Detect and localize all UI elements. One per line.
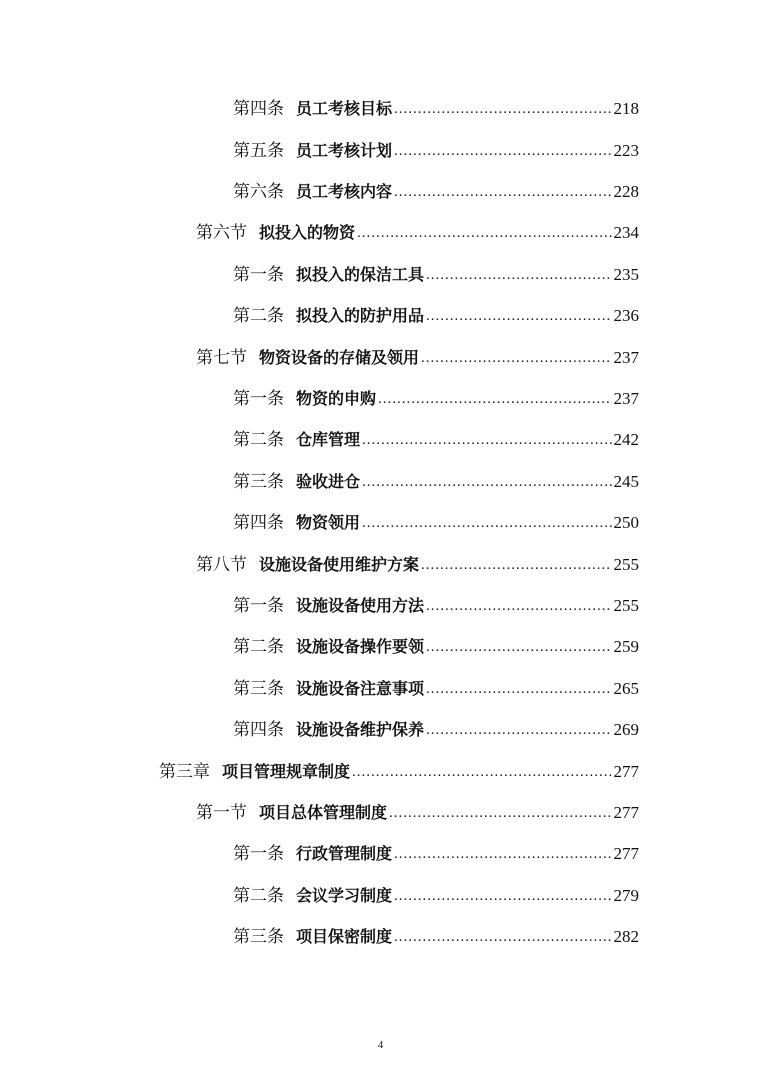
toc-entry-title: 设施设备维护保养 (296, 720, 425, 739)
dot-leader (394, 139, 611, 163)
toc-entry-title: 拟投入的保洁工具 (296, 265, 425, 284)
toc-entry-page: 237 (613, 348, 639, 367)
toc-entry-number: 第四条 (233, 99, 284, 118)
dot-leader (394, 842, 611, 866)
toc-entry-page: 242 (613, 430, 639, 449)
toc-entry-title: 员工考核目标 (296, 99, 393, 118)
dot-leader (357, 221, 611, 245)
toc-entry[interactable] (233, 180, 639, 204)
toc-entry-number: 第六节 (196, 223, 247, 242)
toc-entry-number: 第七节 (196, 348, 247, 367)
toc-entry[interactable] (233, 925, 639, 949)
toc-entry[interactable] (233, 263, 639, 287)
toc-entry-number: 第二条 (233, 430, 284, 449)
toc-entry[interactable] (233, 884, 639, 908)
toc-entry-page: 279 (613, 886, 639, 905)
toc-entry-number: 第一条 (233, 596, 284, 615)
toc-entry-title: 行政管理制度 (296, 844, 393, 863)
toc-entry-number: 第三条 (233, 472, 284, 491)
dot-leader (352, 760, 611, 784)
toc-entry-page: 218 (613, 99, 639, 118)
dot-leader (394, 925, 611, 949)
dot-leader (426, 263, 611, 287)
toc-entry-page: 259 (613, 637, 639, 656)
toc-entry-number: 第一节 (196, 803, 247, 822)
dot-leader (378, 387, 611, 411)
toc-entry[interactable] (233, 594, 639, 618)
toc-entry[interactable] (196, 346, 639, 370)
toc-entry-number: 第一条 (233, 265, 284, 284)
toc-entry[interactable] (233, 677, 639, 701)
toc-entry-page: 245 (613, 472, 639, 491)
toc-entry-number: 第二条 (233, 637, 284, 656)
dot-leader (426, 594, 611, 618)
toc-entry-page: 269 (613, 720, 639, 739)
toc-entry-title: 员工考核计划 (296, 141, 393, 160)
toc-entry-number: 第三条 (233, 679, 284, 698)
toc-entry[interactable] (233, 139, 639, 163)
toc-entry-page: 255 (613, 596, 639, 615)
toc-entry-title: 员工考核内容 (296, 182, 393, 201)
toc-entry-number: 第五条 (233, 141, 284, 160)
toc-entry-title: 设施设备使用维护方案 (259, 555, 420, 574)
toc-entry-number: 第二条 (233, 306, 284, 325)
toc-entry-number: 第四条 (233, 720, 284, 739)
dot-leader (394, 884, 611, 908)
toc-entry-number: 第六条 (233, 182, 284, 201)
toc-entry-title: 设施设备注意事项 (296, 679, 425, 698)
toc-entry[interactable] (196, 553, 639, 577)
toc-entry-page: 223 (613, 141, 639, 160)
toc-entry-title: 物资设备的存储及领用 (259, 348, 420, 367)
toc-entry-page: 282 (613, 927, 639, 946)
toc-entry-number: 第二条 (233, 886, 284, 905)
toc-entry-title: 拟投入的物资 (259, 223, 356, 242)
toc-entry[interactable] (233, 470, 639, 494)
dot-leader (394, 180, 611, 204)
toc-entry[interactable] (233, 718, 639, 742)
dot-leader (389, 801, 611, 825)
toc-entry[interactable] (159, 760, 639, 784)
toc-entry-title: 设施设备使用方法 (296, 596, 425, 615)
dot-leader (394, 97, 611, 121)
toc-entry[interactable] (233, 511, 639, 535)
toc-entry-page: 250 (613, 513, 639, 532)
toc-entry[interactable] (233, 304, 639, 328)
toc-entry-title: 项目管理规章制度 (222, 762, 351, 781)
toc-entry-page: 265 (613, 679, 639, 698)
toc-entry-title: 仓库管理 (296, 430, 361, 449)
toc-entry-page: 277 (613, 803, 639, 822)
toc-entry-number: 第四条 (233, 513, 284, 532)
toc-entry[interactable] (196, 221, 639, 245)
toc-entry-title: 验收进仓 (296, 472, 361, 491)
dot-leader (362, 428, 611, 452)
toc-entry-page: 234 (613, 223, 639, 242)
toc-entry-number: 第一条 (233, 844, 284, 863)
toc-entry-page: 255 (613, 555, 639, 574)
toc-entry[interactable] (233, 842, 639, 866)
toc-entry-title: 设施设备操作要领 (296, 637, 425, 656)
page-number-footer: 4 (377, 1039, 384, 1051)
toc-entry-page: 236 (613, 306, 639, 325)
dot-leader (426, 677, 611, 701)
dot-leader (426, 635, 611, 659)
toc-entry[interactable] (233, 428, 639, 452)
toc-entry-title: 物资的申购 (296, 389, 377, 408)
toc-entry[interactable] (233, 635, 639, 659)
toc-entry-title: 物资领用 (296, 513, 361, 532)
dot-leader (426, 304, 611, 328)
toc-entry-page: 235 (613, 265, 639, 284)
dot-leader (421, 553, 611, 577)
toc-entry-title: 拟投入的防护用品 (296, 306, 425, 325)
dot-leader (362, 511, 611, 535)
toc-entry[interactable] (233, 97, 639, 121)
toc-entry-number: 第八节 (196, 555, 247, 574)
toc-entry-title: 项目保密制度 (296, 927, 393, 946)
toc-entry-page: 228 (613, 182, 639, 201)
toc-entry-title: 项目总体管理制度 (259, 803, 388, 822)
dot-leader (362, 470, 611, 494)
dot-leader (426, 718, 611, 742)
toc-entry-page: 237 (613, 389, 639, 408)
toc-entry-number: 第一条 (233, 389, 284, 408)
toc-entry-title: 会议学习制度 (296, 886, 393, 905)
toc-entry[interactable] (196, 801, 639, 825)
dot-leader (421, 346, 611, 370)
toc-entry-page: 277 (613, 762, 639, 781)
toc-entry-number: 第三条 (233, 927, 284, 946)
toc-entry-page: 277 (613, 844, 639, 863)
toc-entry-number: 第三章 (159, 762, 210, 781)
toc-entry[interactable] (233, 387, 639, 411)
